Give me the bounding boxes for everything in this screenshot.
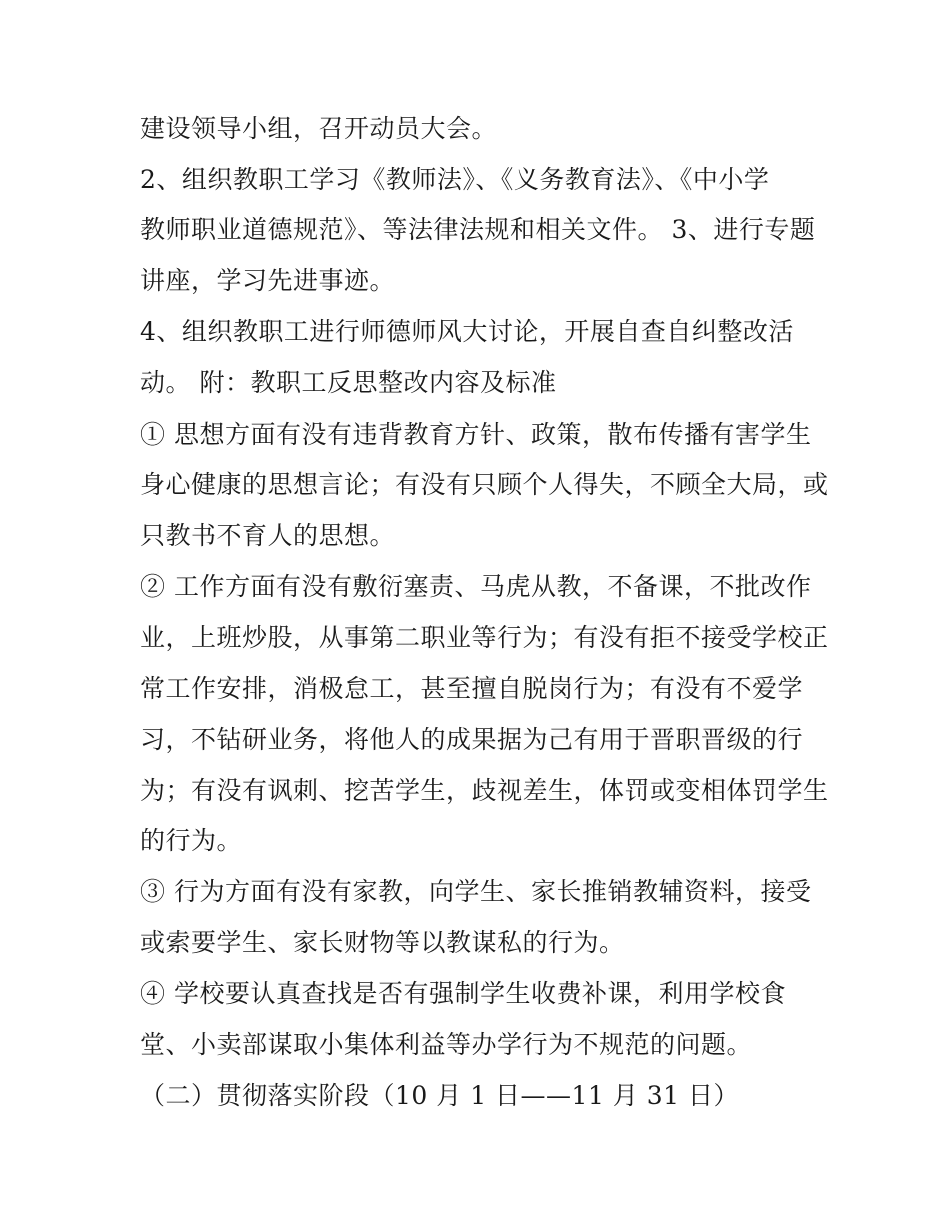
text-line: 堂、小卖部谋取小集体利益等办学行为不规范的问题。 [140,1030,753,1059]
text-line: 教师职业道德规范》、等法律法规和相关文件。 3、进行专题 [140,215,816,244]
text-line: 习，不钻研业务，将他人的成果据为己有用于晋职晋级的行 [140,725,804,754]
text-line: 的行为。 [140,826,243,855]
text-line: 动。 附：教职工反思整改内容及标准 [140,368,557,397]
text-line: 常工作安排，消极怠工，甚至擅自脱岗行为；有没有不爱学 [140,674,804,703]
text-line: 4、组织教职工进行师德师风大讨论，开展自查自纠整改活 [140,317,794,346]
section-heading: （二）贯彻落实阶段（10 月 1 日——11 月 31 日） [140,1081,740,1110]
text-line: 2、组织教职工学习《教师法》、《义务教育法》、《中小学 [140,165,770,194]
text-line: 只教书不育人的思想。 [140,521,396,550]
text-line: ② 工作方面有没有敷衍塞责、马虎从教，不备课，不批改作 [140,572,812,601]
text-line: 或索要学生、家长财物等以教谋私的行为。 [140,928,625,957]
text-line: 身心健康的思想言论；有没有只顾个人得失，不顾全大局，或 [140,470,829,499]
text-line: ③ 行为方面有没有家教，向学生、家长推销教辅资料，接受 [140,877,812,906]
text-line: 为；有没有讽刺、挖苦学生，歧视差生，体罚或变相体罚学生 [140,776,829,805]
text-line: 建设领导小组，召开动员大会。 [140,114,498,143]
text-line: 业，上班炒股，从事第二职业等行为；有没有拒不接受学校正 [140,623,829,652]
text-line: 讲座，学习先进事迹。 [140,266,396,295]
text-line: ④ 学校要认真查找是否有强制学生收费补课，利用学校食 [140,979,786,1008]
text-line: ① 思想方面有没有违背教育方针、政策，散布传播有害学生 [140,420,812,449]
